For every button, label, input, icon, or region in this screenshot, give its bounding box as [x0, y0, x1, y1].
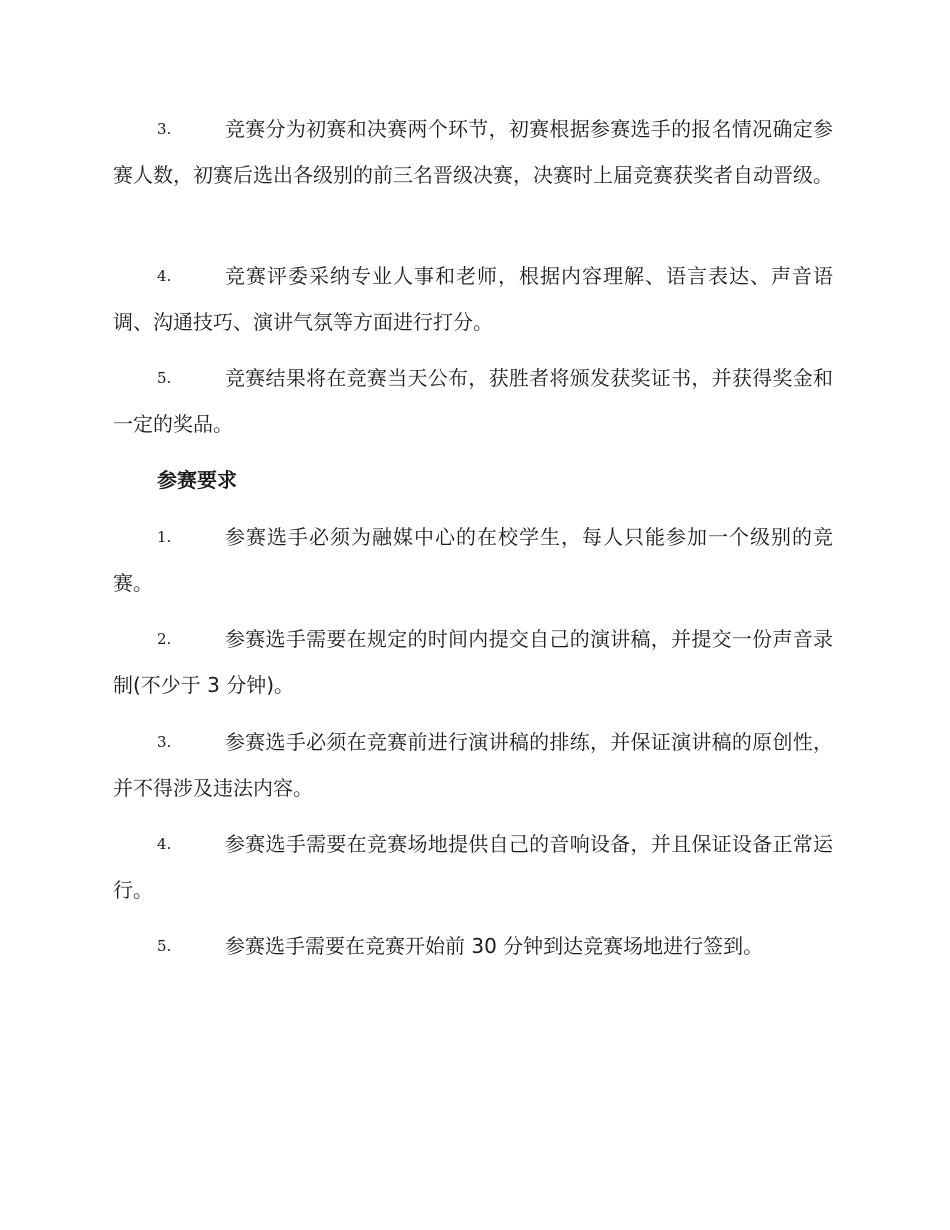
list-item-text: 参赛选手需要在竞赛场地提供自己的音响设备，并且保证设备正常运行。 — [113, 832, 833, 902]
list-item — [113, 514, 833, 606]
list-item-text: 参赛选手需要在规定的时间内提交自己的演讲稿，并提交一份声音录制(不少于 3 分钟)。 — [113, 627, 833, 697]
list-item-text: 竞赛结果将在竞赛当天公布，获胜者将颁发获奖证书，并获得奖金和一定的奖品。 — [113, 366, 833, 436]
section-heading: 参赛要求 — [157, 468, 237, 492]
list-item — [113, 616, 833, 708]
list-item-number: 1. — [157, 528, 172, 546]
list-item-text: 竞赛分为初赛和决赛两个环节，初赛根据参赛选手的报名情况确定参赛人数，初赛后选出各级别的前三名晋级决赛，决赛时上届竞赛获奖者自动晋级。 — [113, 117, 833, 187]
list-item — [113, 355, 833, 447]
list-item — [113, 923, 833, 969]
list-item — [113, 253, 833, 345]
list-item-number: 2. — [157, 630, 172, 648]
list-item-number: 4. — [157, 267, 172, 285]
list-item-number: 3. — [157, 733, 172, 751]
list-item — [113, 106, 833, 198]
list-item — [113, 719, 833, 811]
list-item — [113, 821, 833, 913]
list-item-number: 4. — [157, 835, 172, 853]
list-item-text: 参赛选手需要在竞赛开始前 30 分钟到达竞赛场地进行签到。 — [225, 934, 764, 958]
list-item-number: 5. — [157, 369, 172, 387]
list-item-number: 3. — [157, 120, 172, 138]
list-item-text: 竞赛评委采纳专业人事和老师，根据内容理解、语言表达、声音语调、沟通技巧、演讲气氛等方面进行打分。 — [113, 264, 833, 334]
list-item-text: 参赛选手必须为融媒中心的在校学生，每人只能参加一个级别的竞赛。 — [113, 525, 833, 595]
list-item-number: 5. — [157, 937, 172, 955]
list-item-text: 参赛选手必须在竞赛前进行演讲稿的排练，并保证演讲稿的原创性，并不得涉及违法内容。 — [113, 730, 833, 800]
